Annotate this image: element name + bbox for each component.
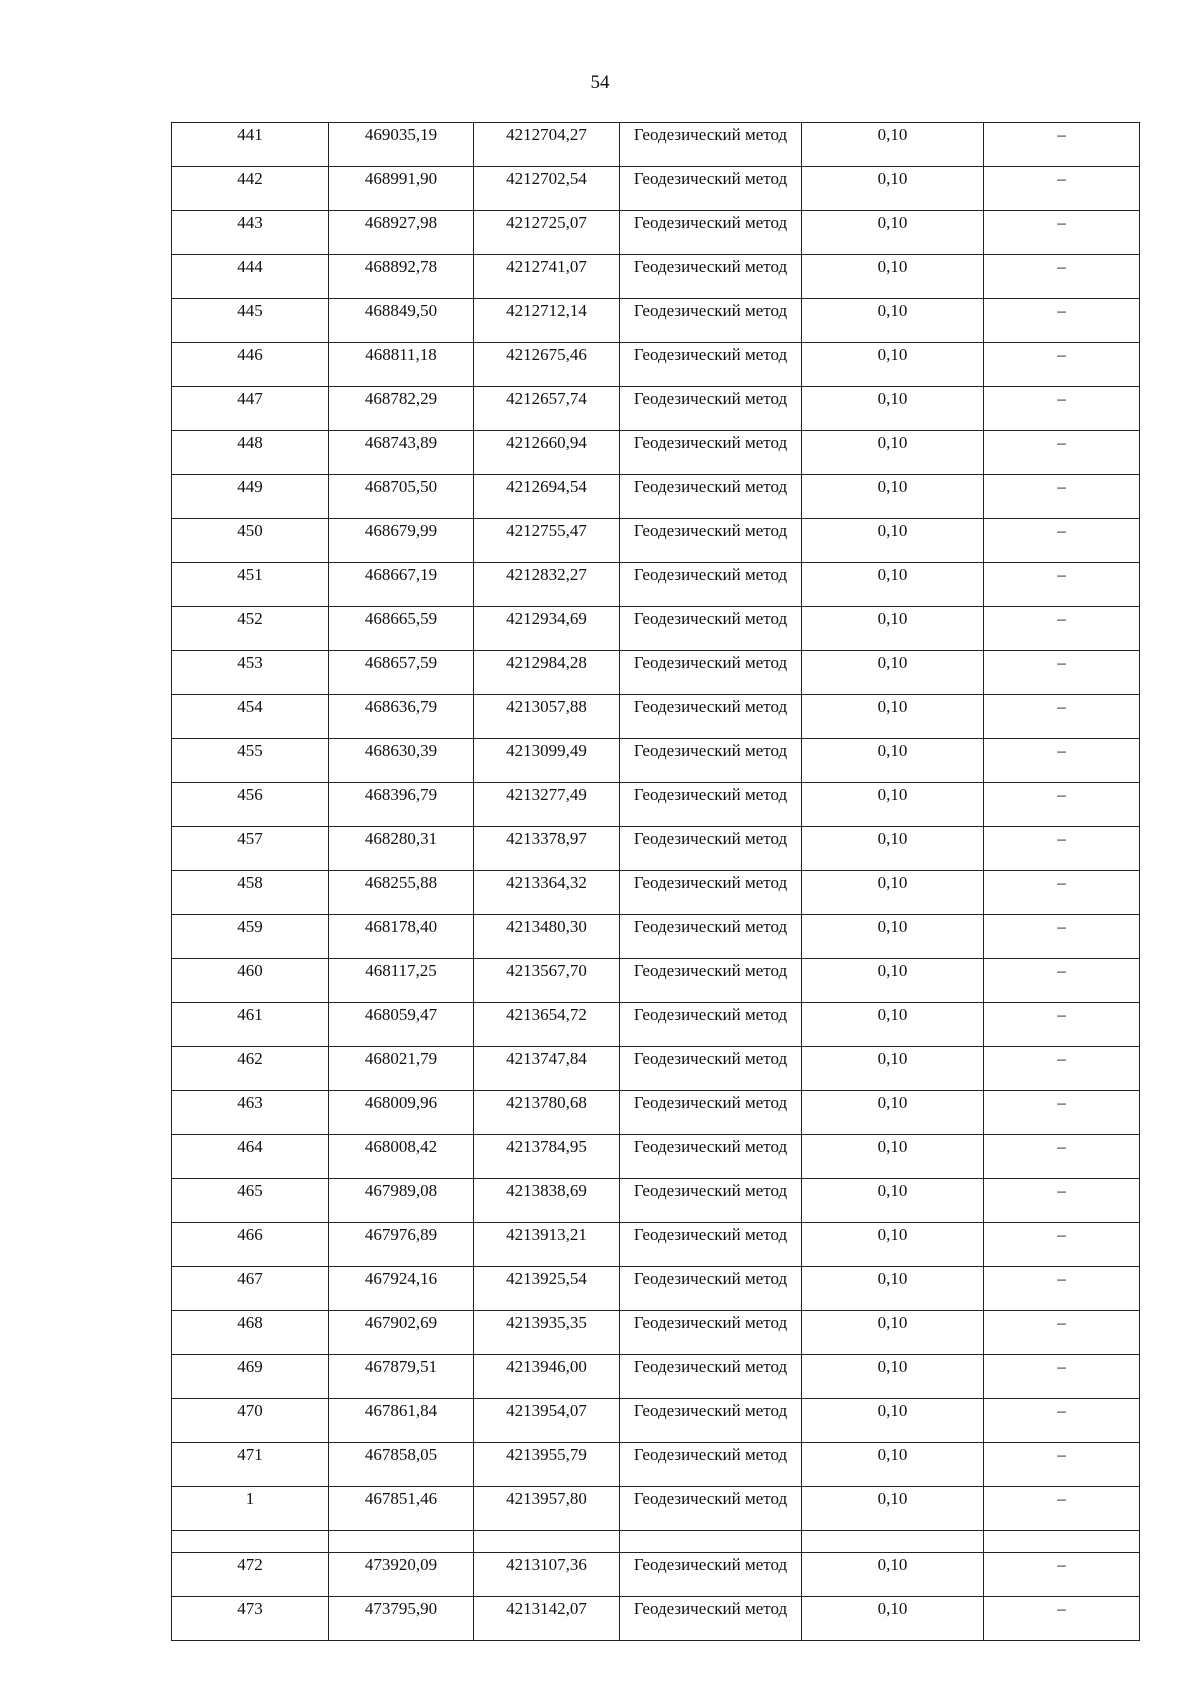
accuracy-cell: 0,10	[802, 827, 984, 871]
note-cell: –	[984, 783, 1140, 827]
x-coordinate-cell: 468117,25	[329, 959, 474, 1003]
note-cell: –	[984, 1399, 1140, 1443]
table-row	[172, 123, 1140, 167]
point-number-cell: 467	[172, 1267, 329, 1311]
x-coordinate-cell: 468657,59	[329, 651, 474, 695]
accuracy-cell: 0,10	[802, 871, 984, 915]
y-coordinate-cell: 4212660,94	[474, 431, 620, 475]
table-row	[172, 1399, 1140, 1443]
y-coordinate-cell: 4213277,49	[474, 783, 620, 827]
x-coordinate-cell: 468679,99	[329, 519, 474, 563]
y-coordinate-cell: 4213838,69	[474, 1179, 620, 1223]
point-number-cell: 454	[172, 695, 329, 739]
point-number-cell: 443	[172, 211, 329, 255]
table-row	[172, 1179, 1140, 1223]
note-cell: –	[984, 651, 1140, 695]
y-coordinate-cell: 4213925,54	[474, 1267, 620, 1311]
y-coordinate-cell: 4212704,27	[474, 123, 620, 167]
y-coordinate-cell: 4212702,54	[474, 167, 620, 211]
table-row	[172, 783, 1140, 827]
method-cell: Геодезический метод	[620, 167, 802, 211]
accuracy-cell: 0,10	[802, 1003, 984, 1047]
method-cell: Геодезический метод	[620, 563, 802, 607]
point-number-cell: 463	[172, 1091, 329, 1135]
method-cell: Геодезический метод	[620, 695, 802, 739]
y-coordinate-cell: 4212712,14	[474, 299, 620, 343]
method-cell: Геодезический метод	[620, 607, 802, 651]
x-coordinate-cell: 467879,51	[329, 1355, 474, 1399]
accuracy-cell	[802, 1531, 984, 1553]
x-coordinate-cell: 468811,18	[329, 343, 474, 387]
x-coordinate-cell: 468178,40	[329, 915, 474, 959]
method-cell: Геодезический метод	[620, 1399, 802, 1443]
x-coordinate-cell: 468021,79	[329, 1047, 474, 1091]
table-row	[172, 871, 1140, 915]
x-coordinate-cell: 467989,08	[329, 1179, 474, 1223]
y-coordinate-cell: 4213954,07	[474, 1399, 620, 1443]
accuracy-cell: 0,10	[802, 739, 984, 783]
accuracy-cell: 0,10	[802, 1553, 984, 1597]
y-coordinate-cell: 4212725,07	[474, 211, 620, 255]
point-number-cell: 445	[172, 299, 329, 343]
table-row	[172, 1443, 1140, 1487]
x-coordinate-cell: 468630,39	[329, 739, 474, 783]
method-cell: Геодезический метод	[620, 1487, 802, 1531]
accuracy-cell: 0,10	[802, 255, 984, 299]
table-row	[172, 519, 1140, 563]
table-row	[172, 959, 1140, 1003]
method-cell: Геодезический метод	[620, 1223, 802, 1267]
point-number-cell: 450	[172, 519, 329, 563]
y-coordinate-cell	[474, 1531, 620, 1553]
y-coordinate-cell: 4213364,32	[474, 871, 620, 915]
note-cell: –	[984, 123, 1140, 167]
x-coordinate-cell: 467902,69	[329, 1311, 474, 1355]
point-number-cell: 470	[172, 1399, 329, 1443]
table-row	[172, 475, 1140, 519]
accuracy-cell: 0,10	[802, 1135, 984, 1179]
point-number-cell: 466	[172, 1223, 329, 1267]
x-coordinate-cell: 468636,79	[329, 695, 474, 739]
point-number-cell: 447	[172, 387, 329, 431]
accuracy-cell: 0,10	[802, 1267, 984, 1311]
table-row	[172, 695, 1140, 739]
point-number-cell: 458	[172, 871, 329, 915]
table-row-blank	[172, 1531, 1140, 1553]
y-coordinate-cell: 4213955,79	[474, 1443, 620, 1487]
point-number-cell: 455	[172, 739, 329, 783]
y-coordinate-cell: 4213567,70	[474, 959, 620, 1003]
method-cell: Геодезический метод	[620, 123, 802, 167]
note-cell: –	[984, 255, 1140, 299]
point-number-cell: 444	[172, 255, 329, 299]
note-cell: –	[984, 387, 1140, 431]
table-row	[172, 1553, 1140, 1597]
accuracy-cell: 0,10	[802, 959, 984, 1003]
y-coordinate-cell: 4212694,54	[474, 475, 620, 519]
point-number-cell: 469	[172, 1355, 329, 1399]
accuracy-cell: 0,10	[802, 1487, 984, 1531]
note-cell: –	[984, 1091, 1140, 1135]
y-coordinate-cell: 4212657,74	[474, 387, 620, 431]
table-row	[172, 1003, 1140, 1047]
x-coordinate-cell: 468396,79	[329, 783, 474, 827]
accuracy-cell: 0,10	[802, 431, 984, 475]
x-coordinate-cell: 468782,29	[329, 387, 474, 431]
accuracy-cell: 0,10	[802, 915, 984, 959]
y-coordinate-cell: 4212755,47	[474, 519, 620, 563]
table-row	[172, 1267, 1140, 1311]
accuracy-cell: 0,10	[802, 1047, 984, 1091]
note-cell: –	[984, 1487, 1140, 1531]
x-coordinate-cell: 468849,50	[329, 299, 474, 343]
point-number-cell: 451	[172, 563, 329, 607]
x-coordinate-cell	[329, 1531, 474, 1553]
note-cell: –	[984, 1223, 1140, 1267]
method-cell: Геодезический метод	[620, 783, 802, 827]
method-cell: Геодезический метод	[620, 827, 802, 871]
note-cell: –	[984, 1003, 1140, 1047]
accuracy-cell: 0,10	[802, 1179, 984, 1223]
point-number-cell: 459	[172, 915, 329, 959]
method-cell: Геодезический метод	[620, 739, 802, 783]
y-coordinate-cell: 4212741,07	[474, 255, 620, 299]
point-number-cell: 472	[172, 1553, 329, 1597]
table-row	[172, 211, 1140, 255]
note-cell: –	[984, 563, 1140, 607]
table-row	[172, 1355, 1140, 1399]
x-coordinate-cell: 469035,19	[329, 123, 474, 167]
method-cell: Геодезический метод	[620, 211, 802, 255]
point-number-cell: 448	[172, 431, 329, 475]
accuracy-cell: 0,10	[802, 563, 984, 607]
accuracy-cell: 0,10	[802, 519, 984, 563]
point-number-cell: 468	[172, 1311, 329, 1355]
method-cell: Геодезический метод	[620, 959, 802, 1003]
note-cell: –	[984, 1553, 1140, 1597]
method-cell: Геодезический метод	[620, 387, 802, 431]
table-row	[172, 343, 1140, 387]
y-coordinate-cell: 4213480,30	[474, 915, 620, 959]
table-row	[172, 739, 1140, 783]
note-cell: –	[984, 1311, 1140, 1355]
table-row	[172, 607, 1140, 651]
point-number-cell: 441	[172, 123, 329, 167]
method-cell: Геодезический метод	[620, 343, 802, 387]
point-number-cell: 473	[172, 1597, 329, 1641]
table-row	[172, 915, 1140, 959]
method-cell: Геодезический метод	[620, 1091, 802, 1135]
accuracy-cell: 0,10	[802, 783, 984, 827]
page-number: 54	[590, 72, 610, 93]
note-cell: –	[984, 211, 1140, 255]
accuracy-cell: 0,10	[802, 1091, 984, 1135]
note-cell: –	[984, 607, 1140, 651]
method-cell: Геодезический метод	[620, 871, 802, 915]
note-cell: –	[984, 1597, 1140, 1641]
method-cell: Геодезический метод	[620, 1179, 802, 1223]
y-coordinate-cell: 4213784,95	[474, 1135, 620, 1179]
method-cell: Геодезический метод	[620, 1597, 802, 1641]
method-cell: Геодезический метод	[620, 1355, 802, 1399]
point-number-cell: 453	[172, 651, 329, 695]
y-coordinate-cell: 4213378,97	[474, 827, 620, 871]
accuracy-cell: 0,10	[802, 387, 984, 431]
x-coordinate-cell: 468892,78	[329, 255, 474, 299]
table-row	[172, 255, 1140, 299]
table-row	[172, 1135, 1140, 1179]
table-row	[172, 827, 1140, 871]
method-cell: Геодезический метод	[620, 1311, 802, 1355]
point-number-cell: 460	[172, 959, 329, 1003]
point-number-cell: 449	[172, 475, 329, 519]
accuracy-cell: 0,10	[802, 607, 984, 651]
y-coordinate-cell: 4213057,88	[474, 695, 620, 739]
y-coordinate-cell: 4213913,21	[474, 1223, 620, 1267]
point-number-cell	[172, 1531, 329, 1553]
x-coordinate-cell: 467976,89	[329, 1223, 474, 1267]
note-cell: –	[984, 1267, 1140, 1311]
x-coordinate-cell: 473795,90	[329, 1597, 474, 1641]
x-coordinate-cell: 467851,46	[329, 1487, 474, 1531]
y-coordinate-cell: 4213935,35	[474, 1311, 620, 1355]
note-cell: –	[984, 1135, 1140, 1179]
method-cell: Геодезический метод	[620, 1553, 802, 1597]
method-cell: Геодезический метод	[620, 1443, 802, 1487]
table-row	[172, 387, 1140, 431]
method-cell: Геодезический метод	[620, 915, 802, 959]
y-coordinate-cell: 4213957,80	[474, 1487, 620, 1531]
point-number-cell: 462	[172, 1047, 329, 1091]
note-cell: –	[984, 739, 1140, 783]
accuracy-cell: 0,10	[802, 651, 984, 695]
accuracy-cell: 0,10	[802, 1597, 984, 1641]
coordinates-table-body	[172, 123, 1140, 1641]
point-number-cell: 452	[172, 607, 329, 651]
note-cell: –	[984, 299, 1140, 343]
table-row	[172, 1091, 1140, 1135]
x-coordinate-cell: 468009,96	[329, 1091, 474, 1135]
method-cell: Геодезический метод	[620, 1003, 802, 1047]
x-coordinate-cell: 468927,98	[329, 211, 474, 255]
x-coordinate-cell: 467924,16	[329, 1267, 474, 1311]
note-cell: –	[984, 167, 1140, 211]
table-row	[172, 651, 1140, 695]
method-cell: Геодезический метод	[620, 255, 802, 299]
y-coordinate-cell: 4212675,46	[474, 343, 620, 387]
point-number-cell: 457	[172, 827, 329, 871]
point-number-cell: 471	[172, 1443, 329, 1487]
accuracy-cell: 0,10	[802, 475, 984, 519]
table-row	[172, 431, 1140, 475]
x-coordinate-cell: 468255,88	[329, 871, 474, 915]
y-coordinate-cell: 4213142,07	[474, 1597, 620, 1641]
table-row	[172, 563, 1140, 607]
y-coordinate-cell: 4213946,00	[474, 1355, 620, 1399]
method-cell: Геодезический метод	[620, 1267, 802, 1311]
coordinates-table	[171, 122, 1140, 1641]
x-coordinate-cell: 468059,47	[329, 1003, 474, 1047]
note-cell: –	[984, 1047, 1140, 1091]
accuracy-cell: 0,10	[802, 211, 984, 255]
table-row	[172, 167, 1140, 211]
accuracy-cell: 0,10	[802, 299, 984, 343]
table-row	[172, 1223, 1140, 1267]
point-number-cell: 461	[172, 1003, 329, 1047]
note-cell: –	[984, 695, 1140, 739]
x-coordinate-cell: 467861,84	[329, 1399, 474, 1443]
table-row	[172, 1311, 1140, 1355]
y-coordinate-cell: 4212984,28	[474, 651, 620, 695]
x-coordinate-cell: 468705,50	[329, 475, 474, 519]
point-number-cell: 446	[172, 343, 329, 387]
x-coordinate-cell: 468743,89	[329, 431, 474, 475]
y-coordinate-cell: 4212832,27	[474, 563, 620, 607]
method-cell: Геодезический метод	[620, 1135, 802, 1179]
method-cell: Геодезический метод	[620, 475, 802, 519]
accuracy-cell: 0,10	[802, 123, 984, 167]
x-coordinate-cell: 468667,19	[329, 563, 474, 607]
y-coordinate-cell: 4213107,36	[474, 1553, 620, 1597]
x-coordinate-cell: 467858,05	[329, 1443, 474, 1487]
note-cell: –	[984, 1179, 1140, 1223]
accuracy-cell: 0,10	[802, 167, 984, 211]
accuracy-cell: 0,10	[802, 1355, 984, 1399]
x-coordinate-cell: 468280,31	[329, 827, 474, 871]
point-number-cell: 465	[172, 1179, 329, 1223]
method-cell: Геодезический метод	[620, 519, 802, 563]
note-cell: –	[984, 475, 1140, 519]
note-cell: –	[984, 959, 1140, 1003]
accuracy-cell: 0,10	[802, 695, 984, 739]
x-coordinate-cell: 468008,42	[329, 1135, 474, 1179]
x-coordinate-cell: 468991,90	[329, 167, 474, 211]
method-cell: Геодезический метод	[620, 651, 802, 695]
y-coordinate-cell: 4212934,69	[474, 607, 620, 651]
x-coordinate-cell: 473920,09	[329, 1553, 474, 1597]
y-coordinate-cell: 4213654,72	[474, 1003, 620, 1047]
accuracy-cell: 0,10	[802, 343, 984, 387]
method-cell: Геодезический метод	[620, 431, 802, 475]
note-cell: –	[984, 915, 1140, 959]
table-row	[172, 1047, 1140, 1091]
table-row	[172, 299, 1140, 343]
note-cell: –	[984, 519, 1140, 563]
point-number-cell: 442	[172, 167, 329, 211]
point-number-cell: 1	[172, 1487, 329, 1531]
method-cell: Геодезический метод	[620, 299, 802, 343]
y-coordinate-cell: 4213780,68	[474, 1091, 620, 1135]
table-row	[172, 1487, 1140, 1531]
method-cell: Геодезический метод	[620, 1047, 802, 1091]
method-cell	[620, 1531, 802, 1553]
accuracy-cell: 0,10	[802, 1223, 984, 1267]
y-coordinate-cell: 4213747,84	[474, 1047, 620, 1091]
x-coordinate-cell: 468665,59	[329, 607, 474, 651]
note-cell: –	[984, 431, 1140, 475]
note-cell: –	[984, 871, 1140, 915]
accuracy-cell: 0,10	[802, 1399, 984, 1443]
note-cell: –	[984, 343, 1140, 387]
accuracy-cell: 0,10	[802, 1311, 984, 1355]
point-number-cell: 464	[172, 1135, 329, 1179]
note-cell	[984, 1531, 1140, 1553]
table-row	[172, 1597, 1140, 1641]
note-cell: –	[984, 1443, 1140, 1487]
note-cell: –	[984, 1355, 1140, 1399]
note-cell: –	[984, 827, 1140, 871]
point-number-cell: 456	[172, 783, 329, 827]
accuracy-cell: 0,10	[802, 1443, 984, 1487]
y-coordinate-cell: 4213099,49	[474, 739, 620, 783]
